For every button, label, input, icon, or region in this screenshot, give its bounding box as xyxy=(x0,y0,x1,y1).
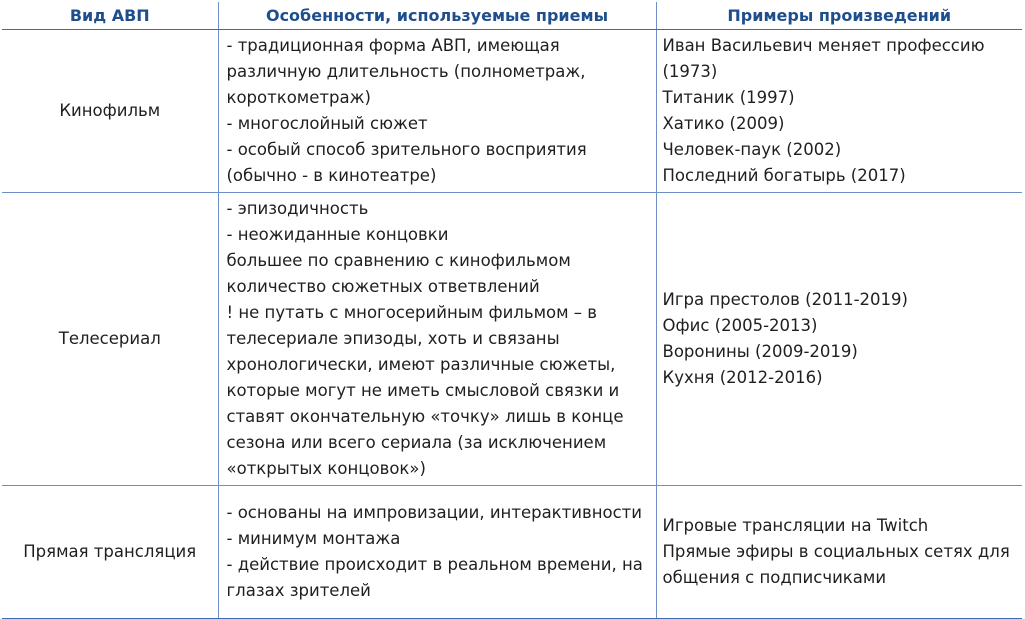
row-type-cell: Телесериал xyxy=(2,193,218,486)
feature-item: - традиционная форма АВП, имеющая различную длительность (полнометраж, короткометраж) xyxy=(226,36,586,107)
feature-item: - особый способ зрительного восприятия (обычно - в кинотеатре) xyxy=(226,140,587,185)
example-item: Человек-паук (2002) xyxy=(662,140,842,159)
row-features-cell xyxy=(218,30,656,193)
example-item: Прямые эфиры в социальных сетях для общения с подписчиками xyxy=(662,542,1010,587)
example-item: Игровые трансляции на Twitch xyxy=(662,516,929,535)
feature-item: большее по сравнению с кинофильмом количество сюжетных ответвлений xyxy=(226,251,571,296)
header-examples: Примеры произведений xyxy=(656,2,1022,30)
example-item: Титаник (1997) xyxy=(662,88,795,107)
example-item: Иван Васильевич меняет профессию (1973) xyxy=(662,36,985,81)
feature-item: - действие происходит в реальном времени, на глазах зрителей xyxy=(226,555,643,600)
feature-item: - основаны на импровизации, интерактивности xyxy=(226,503,642,522)
header-type: Вид АВП xyxy=(2,2,218,30)
feature-item: ! не путать с многосерийным фильмом – в телесериале эпизоды, хоть и связаны хронологически, имеют различные сюжеты, которые могут не иметь смысловой связки и ставят окончательную «точку» лишь в конце сезона или всего сериала (за исключением «открытых концовок») xyxy=(226,303,624,478)
example-item: Воронины (2009-2019) xyxy=(662,342,858,361)
example-item: Последний богатырь (2017) xyxy=(662,166,906,185)
example-item: Кухня (2012-2016) xyxy=(662,368,823,387)
example-item: Игра престолов (2011-2019) xyxy=(662,290,908,309)
row-features-cell xyxy=(218,193,656,486)
feature-item: - неожиданные концовки xyxy=(226,225,449,244)
row-features-cell xyxy=(218,486,656,619)
header-features: Особенности, используемые приемы xyxy=(218,2,656,30)
table-row xyxy=(2,486,1022,619)
row-type-cell: Кинофильм xyxy=(2,30,218,193)
row-examples-cell xyxy=(656,30,1022,193)
feature-item: - минимум монтажа xyxy=(226,529,401,548)
row-examples-cell xyxy=(656,193,1022,486)
table-row xyxy=(2,193,1022,486)
example-item: Хатико (2009) xyxy=(662,114,785,133)
avp-types-table xyxy=(2,2,1022,619)
feature-item: - многослойный сюжет xyxy=(226,114,428,133)
example-item: Офис (2005-2013) xyxy=(662,316,818,335)
row-examples-cell xyxy=(656,486,1022,619)
row-type-cell: Прямая трансляция xyxy=(2,486,218,619)
table-row xyxy=(2,30,1022,193)
feature-item: - эпизодичность xyxy=(226,199,369,218)
header-row xyxy=(2,2,1022,30)
